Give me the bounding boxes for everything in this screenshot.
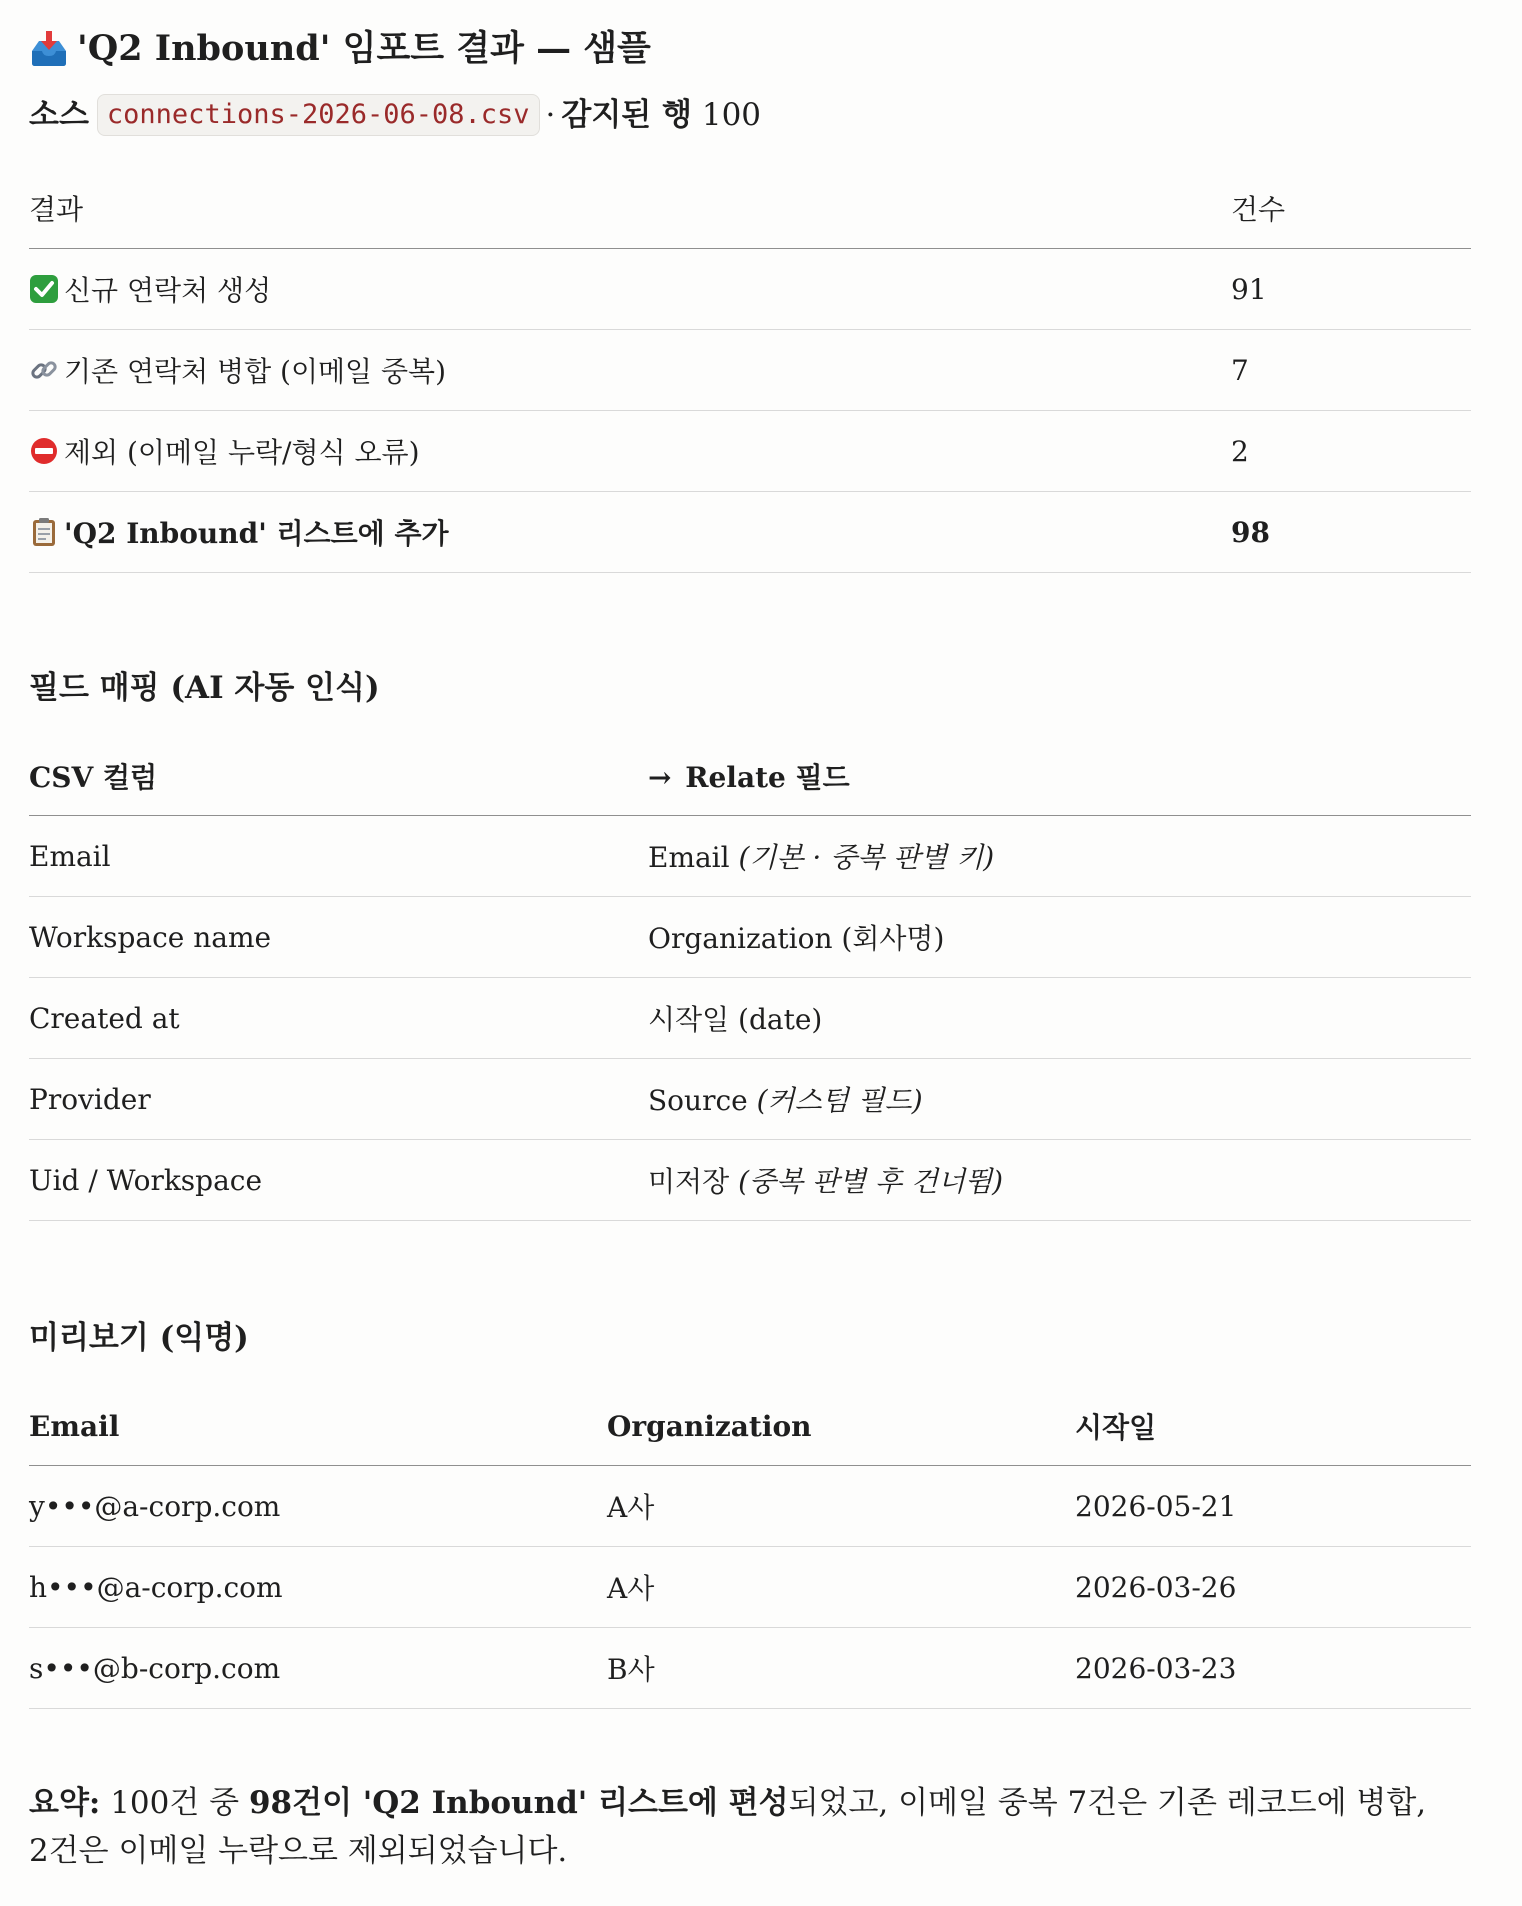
result-label: 제외 (이메일 누락/형식 오류) bbox=[64, 436, 420, 469]
preview-org: B사 bbox=[607, 1628, 1075, 1709]
table-row bbox=[29, 249, 1471, 330]
document-body bbox=[29, 0, 1471, 1906]
summary-highlight: 98건이 'Q2 Inbound' 리스트에 편성 bbox=[248, 1785, 789, 1821]
relate-field: Organization (회사명) bbox=[648, 897, 1471, 978]
relate-field: Email (기본 · 중복 판별 키) bbox=[648, 816, 1471, 897]
preview-org: A사 bbox=[607, 1547, 1075, 1628]
mapping-heading: 필드 매핑 (AI 자동 인식) bbox=[29, 670, 380, 706]
table-row bbox=[29, 1466, 1471, 1547]
link-icon bbox=[29, 355, 59, 385]
table-row bbox=[29, 492, 1471, 573]
mapping-header-row bbox=[29, 737, 1471, 816]
summary-paragraph: 요약: 100건 중 98건이 'Q2 Inbound' 리스트에 편성되었고, 이메일 중복 7건은 기존 레코드에 병합, 2건은 이메일 누락으로 제외되었습니다. bbox=[29, 1785, 1427, 1869]
preview-org: A사 bbox=[607, 1466, 1075, 1547]
preview-heading: 미리보기 (익명) bbox=[29, 1320, 249, 1356]
field-note: (커스텀 필드) bbox=[756, 1084, 923, 1117]
arrow-right-icon: → bbox=[648, 761, 672, 794]
preview-header-date: 시작일 bbox=[1075, 1387, 1471, 1466]
preview-date: 2026-03-23 bbox=[1075, 1628, 1471, 1709]
field-note: (중복 판별 후 건너뜀) bbox=[738, 1165, 1003, 1198]
check-mark-button-icon bbox=[29, 274, 59, 304]
result-count: 91 bbox=[1231, 249, 1471, 330]
relate-field: Source (커스텀 필드) bbox=[648, 1059, 1471, 1140]
result-count: 2 bbox=[1231, 411, 1471, 492]
relate-field: 시작일 (date) bbox=[648, 978, 1471, 1059]
preview-date: 2026-05-21 bbox=[1075, 1466, 1471, 1547]
table-row bbox=[29, 816, 1471, 897]
result-count: 98 bbox=[1231, 492, 1471, 573]
mapping-table bbox=[29, 737, 1471, 1221]
results-table bbox=[29, 168, 1471, 573]
result-label: 'Q2 Inbound' 리스트에 추가 bbox=[64, 517, 449, 550]
table-row bbox=[29, 897, 1471, 978]
result-count: 7 bbox=[1231, 330, 1471, 411]
detected-count: 100 bbox=[701, 97, 762, 133]
preview-email: y•••@a-corp.com bbox=[29, 1466, 607, 1547]
results-header-row bbox=[29, 168, 1471, 249]
table-row bbox=[29, 1547, 1471, 1628]
csv-column: Uid / Workspace bbox=[29, 1140, 648, 1221]
preview-header-email: Email bbox=[29, 1387, 607, 1466]
table-row bbox=[29, 330, 1471, 411]
no-entry-icon bbox=[29, 436, 59, 466]
detected-label: 감지된 행 bbox=[561, 97, 692, 133]
csv-column: Created at bbox=[29, 978, 648, 1059]
csv-column: Workspace name bbox=[29, 897, 648, 978]
field-note: (기본 · 중복 판별 키) bbox=[738, 841, 995, 874]
preview-email: h•••@a-corp.com bbox=[29, 1547, 607, 1628]
preview-header-row bbox=[29, 1387, 1471, 1466]
table-row bbox=[29, 1059, 1471, 1140]
preview-date: 2026-03-26 bbox=[1075, 1547, 1471, 1628]
result-label: 신규 연락처 생성 bbox=[64, 274, 272, 307]
results-header-result: 결과 bbox=[29, 168, 1231, 249]
csv-column: Provider bbox=[29, 1059, 648, 1140]
preview-email: s•••@b-corp.com bbox=[29, 1628, 607, 1709]
clipboard-icon bbox=[29, 517, 59, 547]
source-line bbox=[29, 92, 1471, 138]
relate-field: 미저장 (중복 판별 후 건너뜀) bbox=[648, 1140, 1471, 1221]
table-row bbox=[29, 1628, 1471, 1709]
summary-label: 요약: bbox=[29, 1785, 101, 1821]
preview-header-org: Organization bbox=[607, 1387, 1075, 1466]
table-row bbox=[29, 1140, 1471, 1221]
mapping-header-field: → Relate 필드 bbox=[648, 737, 1471, 816]
preview-table bbox=[29, 1387, 1471, 1709]
table-row bbox=[29, 411, 1471, 492]
source-label: 소스 bbox=[29, 97, 89, 133]
page-title bbox=[29, 0, 1471, 74]
results-header-count: 건수 bbox=[1231, 168, 1471, 249]
result-label: 기존 연락처 병합 (이메일 중복) bbox=[64, 355, 447, 388]
table-row bbox=[29, 978, 1471, 1059]
source-file: connections-2026-06-08.csv bbox=[97, 94, 540, 136]
title-text: 'Q2 Inbound' 임포트 결과 — 샘플 bbox=[77, 28, 651, 69]
csv-column: Email bbox=[29, 816, 648, 897]
mapping-header-csv: CSV 컬럼 bbox=[29, 737, 648, 816]
inbox-tray-icon bbox=[29, 29, 69, 69]
source-separator: · bbox=[545, 97, 556, 133]
